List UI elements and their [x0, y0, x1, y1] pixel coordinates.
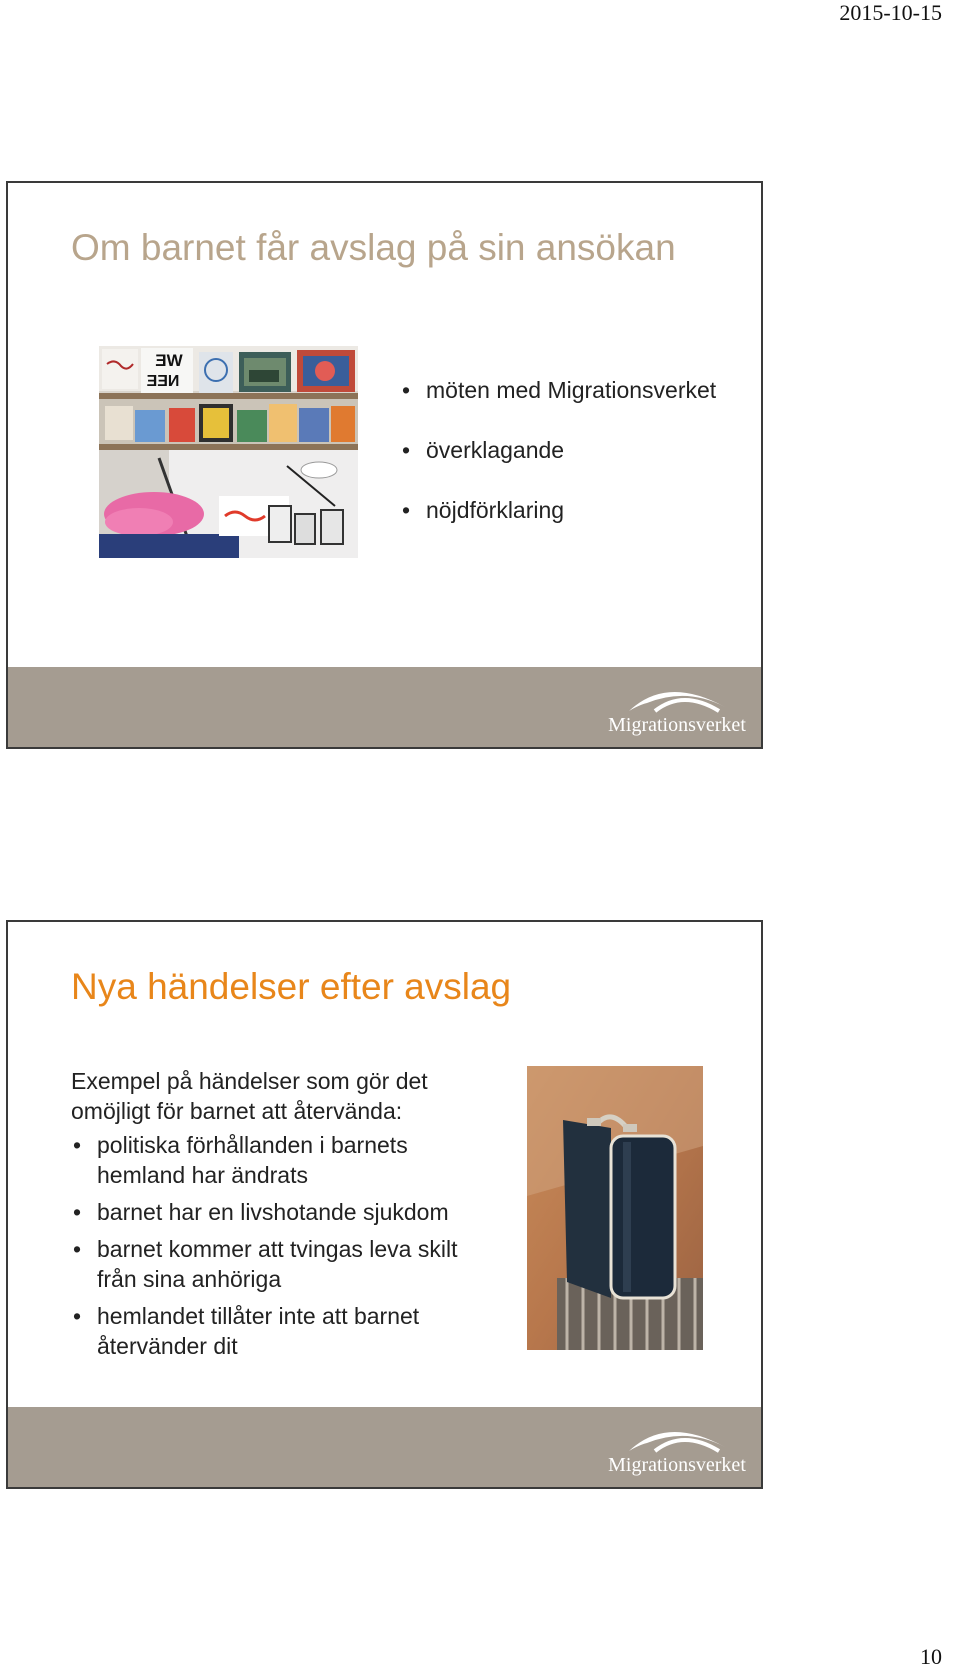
- page-number: 10: [920, 1644, 942, 1669]
- slide-2: [6, 920, 763, 1489]
- bullet-list: [71, 1130, 491, 1368]
- children-art-room-photo: [99, 346, 358, 558]
- intro-text: Exempel på händelser som gör det omöjligt för barnet att återvända:: [71, 1068, 428, 1124]
- logo-text: Migrationsverket: [608, 714, 746, 736]
- bridge-arc-icon: [627, 681, 727, 713]
- bullet-item: • barnet har en livshotande sjukdom: [71, 1197, 491, 1227]
- slide-footer: [8, 667, 761, 747]
- logo-text: Migrationsverket: [608, 1454, 746, 1476]
- migrationsverket-logo: [607, 1421, 747, 1477]
- bridge-arc-icon: [627, 1421, 727, 1453]
- migrationsverket-logo: [607, 681, 747, 737]
- svg-text:ƎW: ƎW: [155, 351, 183, 370]
- bullet-item: • hemlandet tillåter inte att barnet återvänder dit: [71, 1301, 491, 1361]
- suitcase-photo: [527, 1066, 703, 1350]
- slide-title: Om barnet får avslag på sin ansökan: [71, 227, 676, 268]
- page-date: 2015-10-15: [839, 0, 942, 25]
- slide-title: Nya händelser efter avslag: [71, 966, 512, 1007]
- bullet-item: • överklagande: [400, 435, 730, 465]
- svg-text:ƎƎИ: ƎƎИ: [146, 373, 180, 390]
- bullet-item: • nöjdförklaring: [400, 495, 730, 525]
- bullet-item: • möten med Migrationsverket: [400, 375, 730, 405]
- bullet-list: [400, 375, 730, 555]
- bullet-item: • politiska förhållanden i barnets hemland har ändrats: [71, 1130, 491, 1190]
- bullet-item: • barnet kommer att tvingas leva skilt från sina anhöriga: [71, 1234, 491, 1294]
- slide-footer: [8, 1407, 761, 1487]
- slide-1: [6, 181, 763, 749]
